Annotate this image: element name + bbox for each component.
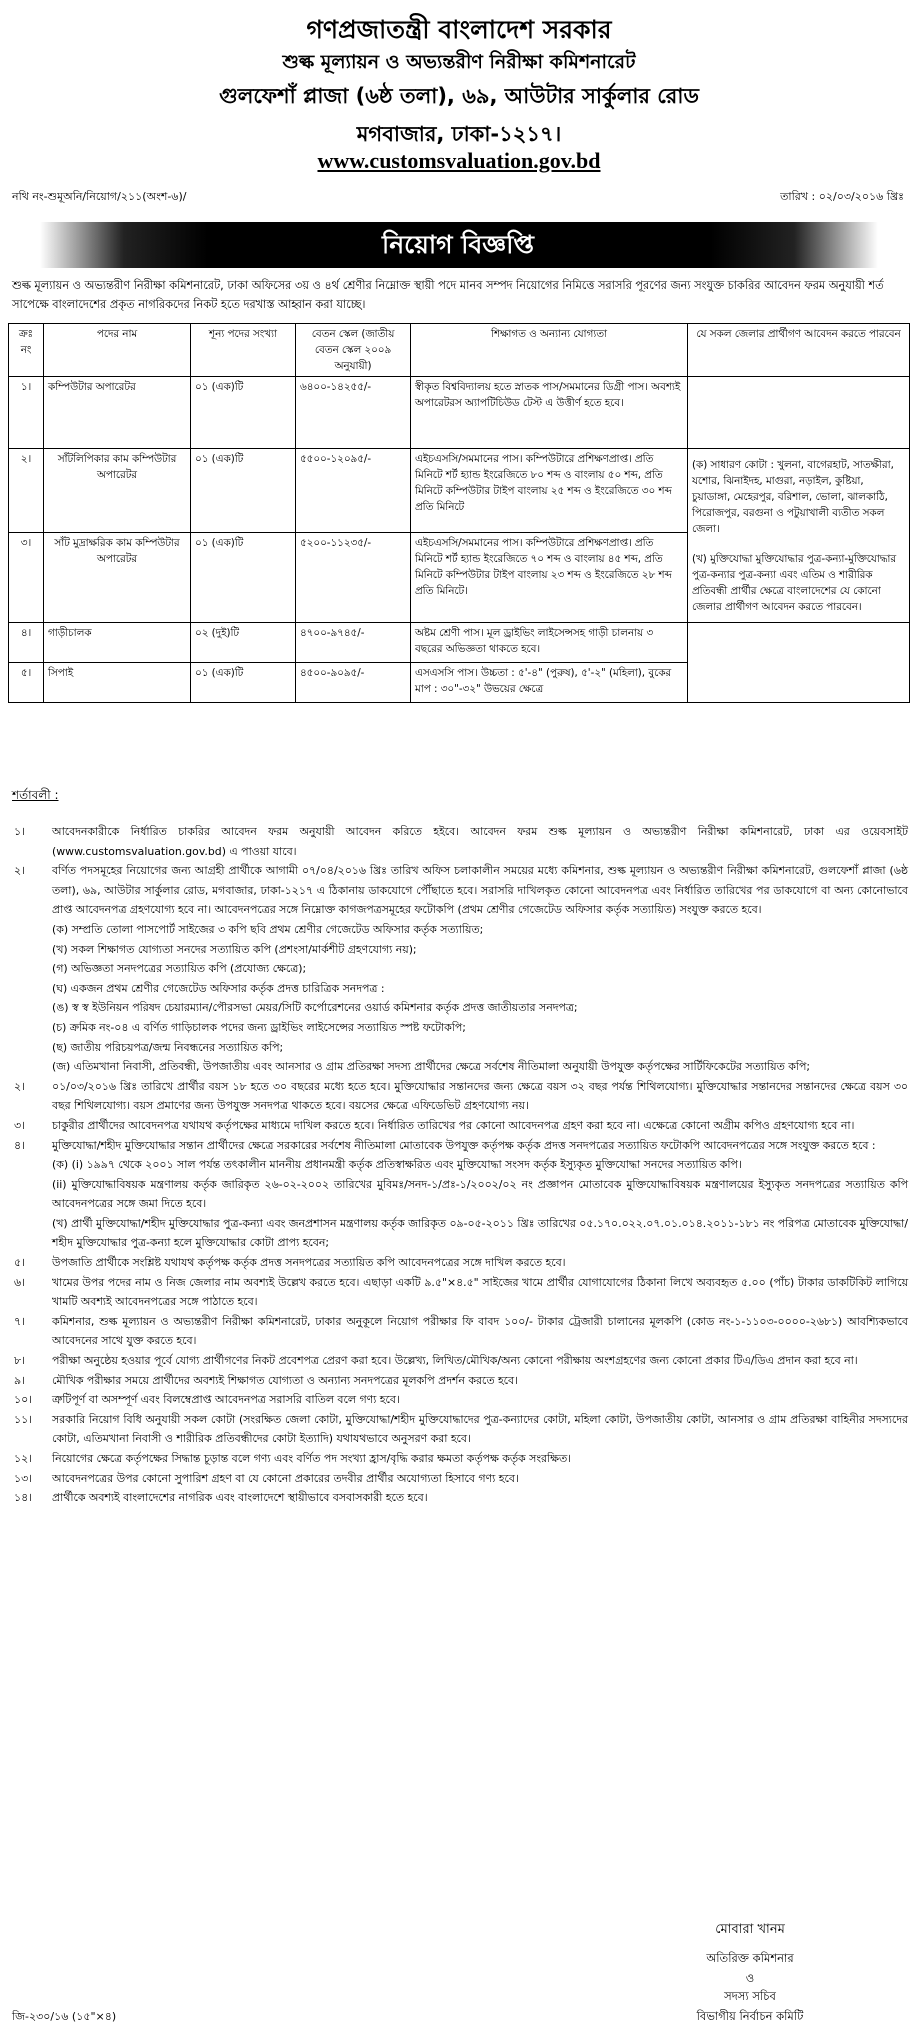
condition-item xyxy=(8,1136,908,1254)
govt-title: গণপ্রজাতন্ত্রী বাংলাদেশ সরকার xyxy=(306,15,612,44)
condition-number: ১৪। xyxy=(14,1491,33,1505)
row-qualification: এসএসসি পাস। উচ্চতা : ৫'-৪" (পুরুষ), ৫'-২" (মহিলা), বুকের মাপ : ৩০"-৩২" উভয়ের ক্ষেত্রে xyxy=(411,663,688,703)
condition-item xyxy=(8,1116,908,1136)
condition-sub-item: (খ) সকল শিক্ষাগত যোগ্যতা সনদের সত্যায়িত কপি (প্রশংসা/মার্কশীট গ্রহণযোগ্য নয়); xyxy=(52,942,417,956)
table-row xyxy=(9,377,910,449)
row-qualification: এইচএসসি/সমমানের পাস। কম্পিউটারে প্রশিক্ষণপ্রাপ্ত। প্রতি মিনিটে শর্ট হ্যান্ড ইংরেজিতে ৮০ শব্দ ও বাংলায় ৫০ শব্দ, প্রতি মিনিটে কম্পিউটার টাইপ বাংলায় ২৫ শব্দ ও ইংরেজিতে ৩০ শব্দ প্রতি মিনিটে xyxy=(411,449,688,533)
condition-item xyxy=(8,861,908,1077)
row-count: ০১ (এক)টি xyxy=(191,663,296,703)
condition-text: খামের উপর পদের নাম ও নিজ জেলার নাম অবশ্যই উল্লেখ করতে হবে। এছাড়া একটি ৯.৫"×৪.৫" সাইজের খামে প্রার্থীর যোগাযোগের ঠিকানা লিখে অব্যবহৃত ৫.০০ (পাঁচ) টাকার ডাকটিকিট লাগিয়ে খামটি অবশ্যই আবেদনপত্রের সঙ্গে পাঠাতে হবে। xyxy=(52,1275,908,1309)
row-scale: ৪৫০০-৯০৯৫/- xyxy=(296,663,411,703)
row-count: ০১ (এক)টি xyxy=(191,377,296,449)
col-serial: ক্রঃ নং xyxy=(9,324,44,377)
condition-sub-item: (ঘ) একজন প্রথম শ্রেণীর গেজেটেড অফিসার কর্তৃক প্রদত্ত চারিত্রিক সনদপত্র : xyxy=(52,981,385,995)
col-scale: বেতন স্কেল (জাতীয় বেতন স্কেল ২০০৯ অনুযায়ী) xyxy=(296,324,411,377)
signatory-designation: অতিরিক্ত কমিশনার xyxy=(706,1951,794,1965)
signatory-name: মোবারা খানম xyxy=(715,1922,785,1937)
condition-item xyxy=(8,1273,908,1312)
row-serial: ২। xyxy=(9,449,44,533)
condition-sub-item: (জ) এতিমখানা নিবাসী, প্রতিবন্ধী, উপজাতীয় এবং আনসার ও গ্রাম প্রতিরক্ষা সদস্য প্রার্থীদের ক্ষেত্রে সর্বশেষ নীতিমালা অনুযায়ী উপযুক্ত কর্তৃপক্ষের সার্টিফিকেটের সত্যায়িত কপি; xyxy=(52,1060,811,1074)
condition-text: ত্রুটিপূর্ণ বা অসম্পূর্ণ এবং বিলম্বেপ্রাপ্ত আবেদনপত্র সরাসরি বাতিল বলে গণ্য হবে। xyxy=(52,1393,400,1407)
memo-number: নথি নং-শুমূঅনি/নিয়োগ/২১১(অংশ-৬)/ xyxy=(12,190,187,203)
table-row xyxy=(9,623,910,663)
condition-number: ৬। xyxy=(14,1275,25,1289)
col-districts: যে সকল জেলার প্রার্থীগণ আবেদন করতে পারবেন xyxy=(688,324,910,377)
row-districts xyxy=(688,377,910,449)
conditions-title: শর্তাবলী : xyxy=(12,788,59,802)
intro-paragraph: শুল্ক মূল্যায়ন ও অভ্যন্তরীণ নিরীক্ষা কমিশনারেট, ঢাকা অফিসের ৩য় ও ৪র্থ শ্রেণীর নিম্নোক্ত স্থায়ী পদে মানব সম্পদ নিয়োগের নিমিত্তে সরাসরি পূরণের জন্য সংযুক্ত চাকরির আবেদন ফরম অনুযায়ী শর্ত সাপেক্ষে বাংলাদেশের প্রকৃত নাগরিকদের নিকট হতে দরখাস্ত আহ্বান করা যাচ্ছে। xyxy=(12,279,884,311)
row-qualification: অষ্টম শ্রেণী পাস। মূল ড্রাইভিং লাইসেন্সসহ গাড়ী চালনায় ৩ বছরের অভিজ্ঞতা থাকতে হবে। xyxy=(411,623,688,663)
condition-text: বর্ণিত পদসমূহের নিয়োগের জন্য আগ্রহী প্রার্থীকে আগামী ০৭/০৪/২০১৬ খ্রিঃ তারিখ অফিস চলাকালীন সময়ের মধ্যে কমিশনার, শুল্ক মূল্যায়ন ও অভ্যন্তরীণ নিরীক্ষা কমিশনারেট, গুলফেশাঁ প্লাজা (৬ষ্ঠ তলা), ৬৯, আউটার সার্কুলার রোড, মগবাজার, ঢাকা-১২১৭ এ ঠিকানায় ডাকযোগে পৌঁছাতে হবে। সরাসরি দাখিলকৃত কোনো আবেদনপত্র এবং নির্ধারিত তারিখের পর ডাকযোগে বা অন্য কোনোভাবে প্রাপ্ত আবেদনপত্র গ্রহণযোগ্য হবে না। আবেদনপত্রের সঙ্গে নিম্নোক্ত কাগজপত্রসমূহের ফটোকপি (প্রথম শ্রেণীর গেজেটেড অফিসার কর্তৃক সত্যায়িত) সংযুক্ত করতে হবে। xyxy=(52,864,908,917)
condition-sub-item: (ক) (i) ১৯৯৭ থেকে ২০০১ সাল পর্যন্ত তৎকালীন মাননীয় প্রধানমন্ত্রী কর্তৃক প্রতিস্বাক্ষরিত এবং মুক্তিযোদ্ধা সংসদ কর্তৃক ইস্যুকৃত মুক্তিযোদ্ধা সনদের সত্যায়িত কপি। xyxy=(52,1158,742,1172)
condition-sub-item: (গ) অভিজ্ঞতা সনদপত্রের সত্যায়িত কপি (প্রযোজ্য ক্ষেত্রে); xyxy=(52,962,307,976)
row-post: কম্পিউটার অপারেটর xyxy=(44,377,191,449)
condition-text: প্রার্থীকে অবশ্যই বাংলাদেশের নাগরিক এবং বাংলাদেশে স্থায়ীভাবে বসবাসকারী হতে হবে। xyxy=(52,1491,428,1505)
office-address: গুলফেশাঁ প্লাজা (৬ষ্ঠ তলা), ৬৯, আউটার সার্কুলার রোড xyxy=(219,84,699,108)
row-serial: ৫। xyxy=(9,663,44,703)
condition-number: ১২। xyxy=(14,1452,33,1465)
row-scale: ৪৭০০-৯৭৪৫/- xyxy=(296,623,411,663)
condition-sub-item: (ক) সম্প্রতি তোলা পাসপোর্ট সাইজের ৩ কপি ছবি প্রথম শ্রেণীর গেজেটেড অফিসার কর্তৃক সত্যায়িত; xyxy=(52,922,484,936)
condition-number: ৪। xyxy=(14,1138,25,1152)
banner-title: নিয়োগ বিজ্ঞপ্তি xyxy=(358,224,558,266)
condition-number: ১৩। xyxy=(14,1471,33,1485)
office-name: শুল্ক মূল্যায়ন ও অভ্যন্তরীণ নিরীক্ষা কমিশনারেট xyxy=(282,51,636,73)
row-districts xyxy=(688,449,910,623)
row-scale: ৬৪০০-১৪২৫৫/- xyxy=(296,377,411,449)
signatory-role: সদস্য সচিব xyxy=(724,1989,776,2003)
row-serial: ১। xyxy=(9,377,44,449)
table-header-row xyxy=(9,324,910,377)
row-scale: ৫৫০০-১২০৯৫/- xyxy=(296,449,411,533)
row-count: ০১ (এক)টি xyxy=(191,533,296,623)
condition-item xyxy=(8,1253,908,1273)
table-row xyxy=(9,449,910,533)
condition-number: ১০। xyxy=(14,1393,33,1407)
condition-item xyxy=(8,1312,908,1351)
condition-text: আবেদনপত্রের উপর কোনো সুপারিশ গ্রহণ বা যে কোনো প্রকারের তদবীর প্রার্থীর অযোগ্যতা হিসাবে গণ্য হবে। xyxy=(52,1471,519,1485)
row-count: ০২ (দুই)টি xyxy=(191,623,296,663)
district-quota-general: (ক) সাধারণ কোটা : খুলনা, বাগেরহাট, সাতক্ষীরা, যশোর, ঝিনাইদহ, মাগুরা, নড়াইল, কুষ্টিয়া, চুয়াডাঙ্গা, মেহেরপুর, বরিশাল, ভোলা, ঝালকাঠি, পিরোজপুর, বরগুনা ও পটুয়াখালী ব্যতীত সকল জেলা। xyxy=(692,458,894,535)
row-post: গাড়ীচালক xyxy=(44,623,191,663)
condition-sub-item: (ii) মুক্তিযোদ্ধাবিষয়ক মন্ত্রণালয় কর্তৃক জারিকৃত ২৬-০২-২০০২ তারিখের মুবিমঃ/সনদ-১/প্রঃ-১/২০০২/০২ নং প্রজ্ঞাপন মোতাবেক মুক্তিযোদ্ধাবিষয়ক মন্ত্রণালয়ের ইস্যুকৃত সনদপত্রের সত্যায়িত কপি আবেদনপত্রের সঙ্গে জমা দিতে হবে। xyxy=(52,1177,908,1211)
condition-number: ১। xyxy=(14,825,25,838)
district-quota-special: (খ) মুক্তিযোদ্ধা মুক্তিযোদ্ধার পুত্র-কন্যা-মুক্তিযোদ্ধার পুত্র-কন্যার পুত্র-কন্যা এবং এতিম ও শারীরিক প্রতিবন্ধী প্রার্থীর ক্ষেত্রে বাংলাদেশের যে কোনো জেলার প্রার্থীগণ আবেদন করতে পারবেন। xyxy=(692,552,897,613)
condition-text: উপজাতি প্রার্থীকে সংশ্লিষ্ট যথাযথ কর্তৃপক্ষ কর্তৃক প্রদত্ত সনদপত্রের সত্যায়িত কপি আবেদনপত্রের সঙ্গে দাখিল করতে হবে। xyxy=(52,1256,566,1270)
issue-date: তারিখ : ০২/০৩/২০১৬ খ্রিঃ xyxy=(780,190,904,203)
condition-item xyxy=(8,1390,908,1410)
condition-number: ৫। xyxy=(14,1256,25,1270)
website-link[interactable]: www.customsvaluation.gov.bd xyxy=(317,148,601,173)
row-districts xyxy=(688,623,910,703)
row-post: সাঁট মুদ্রাক্ষরিক কাম কম্পিউটার অপারেটর xyxy=(44,533,191,623)
condition-text: সরকারি নিয়োগ বিধি অনুযায়ী সকল কোটা (সংরক্ষিত জেলা কোটা, মুক্তিযোদ্ধা/শহীদ মুক্তিযোদ্ধাদের পুত্র-কন্যাদের কোটা, মহিলা কোটা, উপজাতীয় কোটা, আনসার ও গ্রাম প্রতিরক্ষা বাহিনীর সদস্যদের কোটা, এতিমখানা নিবাসী ও শারীরিক প্রতিবন্ধীদের কোটা ইত্যাদি) যথাযথভাবে অনুসরণ করা হবে। xyxy=(52,1412,908,1446)
row-post: সাঁটলিপিকার কাম কম্পিউটার অপারেটর xyxy=(44,449,191,533)
condition-number: ৯। xyxy=(14,1373,25,1387)
condition-text: পরীক্ষা অনুষ্ঠেয় হওয়ার পূর্বে যোগ্য প্রার্থীগণের নিকট প্রবেশপত্র প্রেরণ করা হবে। উল্লেখ্য, লিখিত/মৌখিক/অন্য কোনো পরীক্ষায় অংশগ্রহণের জন্য কোনো প্রকার টিএ/ডিএ প্রদান করা হবে না। xyxy=(52,1354,858,1368)
row-serial: ৩। xyxy=(9,533,44,623)
condition-text: ০১/০৩/২০১৬ খ্রিঃ তারিখে প্রার্থীর বয়স ১৮ হতে ৩০ বছরের মধ্যে হতে হবে। মুক্তিযোদ্ধার সন্তানদের জন্য ক্ষেত্রে বয়স ৩২ বছর পর্যন্ত শিথিলযোগ্য। মুক্তিযোদ্ধার সন্তানদের সন্তানদের ক্ষেত্রে বয়স ৩০ বছর শিথিলযোগ্য। বয়স প্রমাণের জন্য উপযুক্ত সনদপত্র থাকতে হবে। বয়সের ক্ষেত্রে এফিডেভিট গ্রহণযোগ্য নয়। xyxy=(52,1079,908,1113)
footer-code: জি-২৩০/১৬ (১৫"×৪) xyxy=(12,2010,117,2023)
condition-number: ৩। xyxy=(14,1118,25,1132)
condition-item xyxy=(8,822,908,861)
condition-sub-item: (খ) প্রার্থী মুক্তিযোদ্ধা/শহীদ মুক্তিযোদ্ধার পুত্র-কন্যা এবং জনপ্রশাসন মন্ত্রণালয় কর্তৃক জারিকৃত ০৯-০৫-২০১১ খ্রিঃ তারিখের ০৫.১৭০.০২২.০৭.০১.০১৪.২০১১-১৮১ নং পরিপত্র মোতাবেক মুক্তিযোদ্ধা/শহীদ মুক্তিযোদ্ধার পুত্র-কন্যা হলে মুক্তিযোদ্ধার কোটা প্রাপ্য হবেন; xyxy=(52,1216,908,1250)
condition-number: ৮। xyxy=(14,1354,25,1368)
condition-item xyxy=(8,1351,908,1371)
condition-sub-item: (ঙ) স্ব স্ব ইউনিয়ন পরিষদ চেয়ারম্যান/পৌরসভা মেয়র/সিটি কর্পোরেশনের ওয়ার্ড কমিশনার কর্তৃক প্রদত্ত জাতীয়তার সনদপত্র; xyxy=(52,1001,578,1015)
condition-text: কমিশনার, শুল্ক মূল্যায়ন ও অভ্যন্তরীণ নিরীক্ষা কমিশনারেট, ঢাকার অনুকূলে নিয়োগ পরীক্ষার ফি বাবদ ১০০/- টাকার ট্রেজারী চালানের মূলকপি (কোড নং-১-১১০৩-০০০০-২৬৮১) আবশ্যিকভাবে আবেদনের সাথে যুক্ত করতে হবে। xyxy=(52,1314,908,1348)
row-post: সিপাই xyxy=(44,663,191,703)
condition-number: ৭। xyxy=(14,1314,25,1328)
condition-number: ১১। xyxy=(14,1412,33,1426)
condition-item xyxy=(8,1488,908,1508)
condition-sub-item: (ছ) জাতীয় পরিচয়পত্র/জন্ম নিবন্ধনের সত্যায়িত কপি; xyxy=(52,1040,284,1054)
posts-table xyxy=(8,323,910,703)
condition-item xyxy=(8,1371,908,1391)
signatory-conjunction: ও xyxy=(745,1971,755,1985)
condition-text: চাকুরীর প্রার্থীদের আবেদনপত্র যথাযথ কর্তৃপক্ষের মাধ্যমে দাখিল করতে হবে। নির্ধারিত তারিখের পর কোনো আবেদনপত্র গ্রহণ করা হবে না। এক্ষেত্রে কোনো অগ্রীম কপিও গ্রহণযোগ্য হবে না। xyxy=(52,1118,855,1132)
col-count: শূন্য পদের সংখ্যা xyxy=(191,324,296,377)
condition-text: মুক্তিযোদ্ধা/শহীদ মুক্তিযোদ্ধার সন্তান প্রার্থীদের ক্ষেত্রে সরকারের সর্বশেষ নীতিমালা মোতাবেক উপযুক্ত কর্তৃপক্ষ কর্তৃক প্রদত্ত সনদপত্রের সত্যায়িত ফটোকপি আবেদনপত্রের সঙ্গে সংযুক্ত করতে হবে : xyxy=(52,1138,876,1152)
condition-text: নিয়োগের ক্ষেত্রে কর্তৃপক্ষের সিদ্ধান্ত চূড়ান্ত বলে গণ্য এবং বর্ণিত পদ সংখ্যা হ্রাস/বৃদ্ধি করার ক্ষমতা কর্তৃপক্ষ কর্তৃক সংরক্ষিত। xyxy=(52,1452,572,1465)
banner xyxy=(40,222,878,268)
conditions-list xyxy=(8,822,908,1508)
row-count: ০১ (এক)টি xyxy=(191,449,296,533)
row-qualification: স্বীকৃত বিশ্ববিদ্যালয় হতে স্নাতক পাস/সমমানের ডিগ্রী পাস। অবশ্যই অপারেটরস অ্যাপটিচিউড টেস্ট এ উত্তীর্ণ হতে হবে। xyxy=(411,377,688,449)
condition-item xyxy=(8,1077,908,1116)
office-city: মগবাজার, ঢাকা-১২১৭। xyxy=(356,122,562,146)
condition-number: ২। xyxy=(14,864,25,878)
condition-item xyxy=(8,1469,908,1489)
row-qualification: এইচএসসি/সমমানের পাস। কম্পিউটারে প্রশিক্ষণপ্রাপ্ত। প্রতি মিনিটে শর্ট হ্যান্ড ইংরেজিতে ৭০ শব্দ ও বাংলায় ৪৫ শব্দ, প্রতি মিনিটে কম্পিউটার টাইপ বাংলায় ২৩ শব্দ ও ইংরেজিতে ২৮ শব্দ প্রতি মিনিটে। xyxy=(411,533,688,623)
col-qualification: শিক্ষাগত ও অন্যান্য যোগ্যতা xyxy=(411,324,688,377)
condition-text: আবেদনকারীকে নির্ধারিত চাকরির আবেদন ফরম অনুযায়ী আবেদন করিতে হইবে। আবেদন ফরম শুল্ক মূল্যায়ন ও অভ্যন্তরীণ নিরীক্ষা কমিশনারেট, ঢাকা এর ওয়েবসাইট (www.customsvaluation.gov.bd) এ পাওয়া যাবে। xyxy=(52,825,908,858)
signatory-committee: বিভাগীয় নির্বাচন কমিটি xyxy=(696,2009,804,2023)
condition-number: ২। xyxy=(14,1079,25,1093)
col-post: পদের নাম xyxy=(44,324,191,377)
row-serial: ৪। xyxy=(9,623,44,663)
condition-sub-item: (চ) ক্রমিক নং-০৪ এ বর্ণিত গাড়িচালক পদের জন্য ড্রাইভিং লাইসেন্সের সত্যায়িত স্পষ্ট ফটোকপি; xyxy=(52,1020,466,1034)
condition-item xyxy=(8,1449,908,1469)
condition-text: মৌখিক পরীক্ষার সময়ে প্রার্থীদের অবশ্যই শিক্ষাগত যোগ্যতা ও অন্যান্য সনদপত্রের মূলকপি প্রদর্শন করতে হবে। xyxy=(52,1373,518,1387)
row-scale: ৫২০০-১১২৩৫/- xyxy=(296,533,411,623)
condition-item xyxy=(8,1410,908,1449)
